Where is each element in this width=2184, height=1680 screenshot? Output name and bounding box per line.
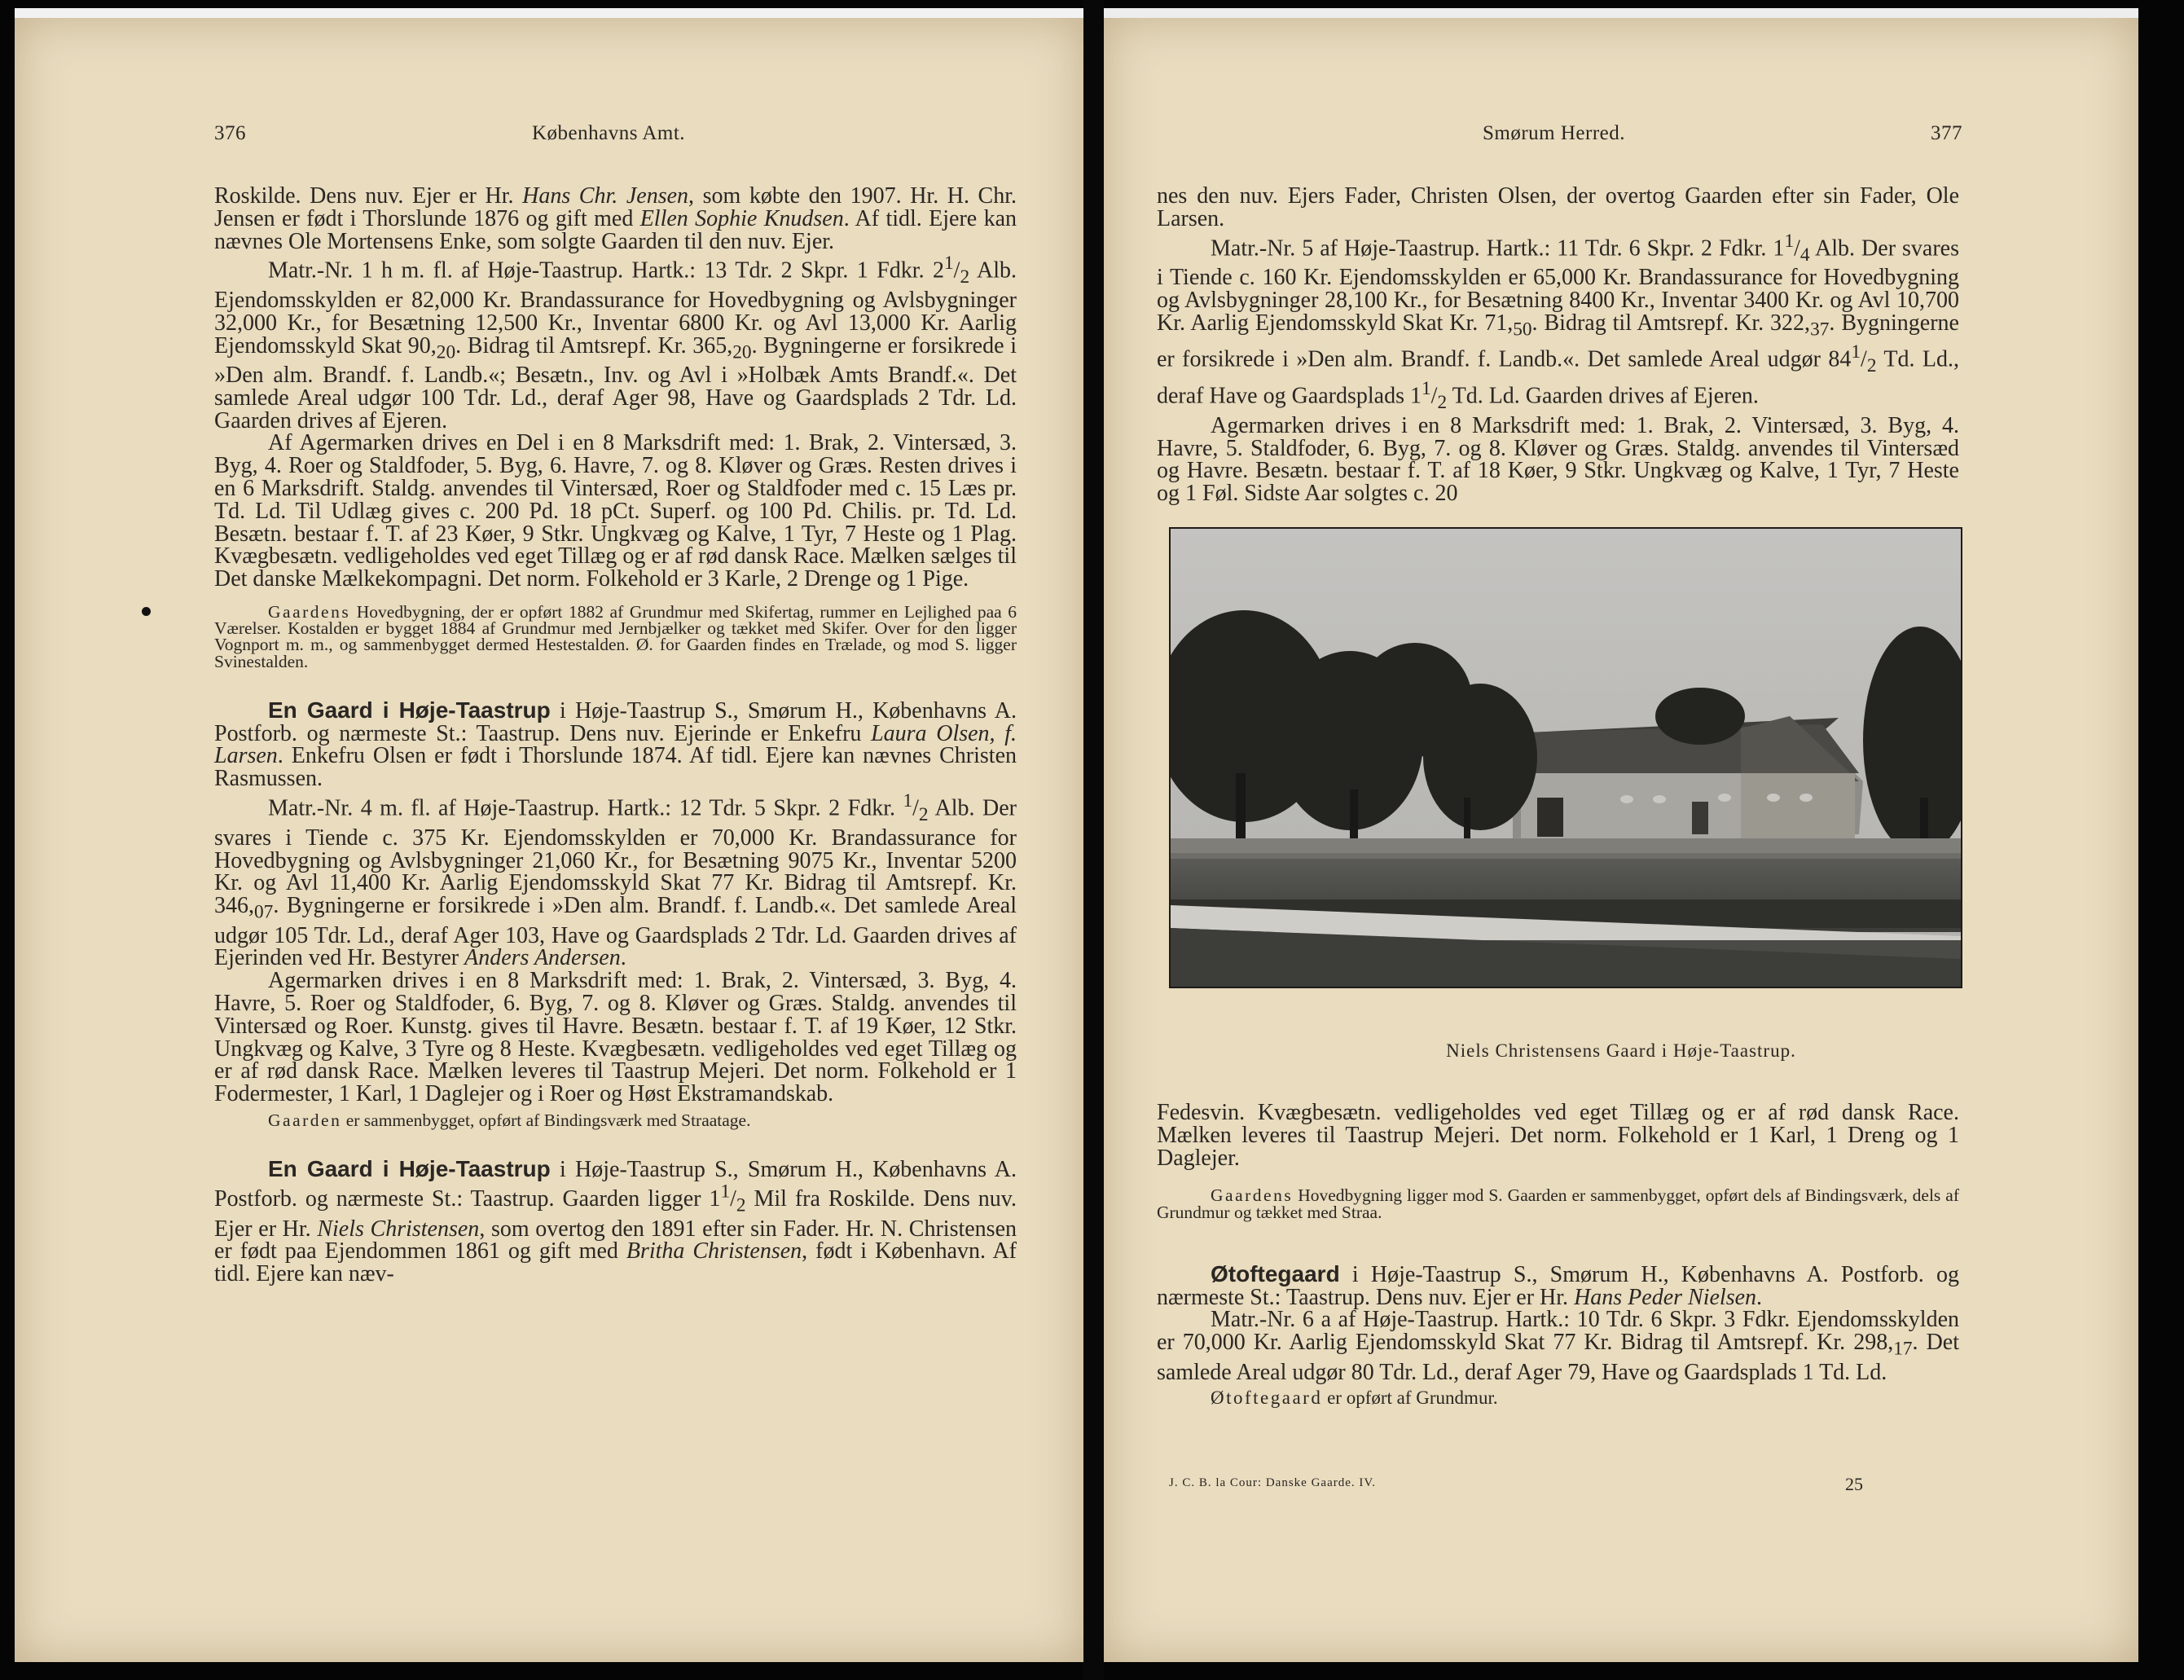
- left-page: [15, 18, 1083, 1662]
- paragraph: Roskilde. Dens nuv. Ejer er Hr. Hans Chr. Jensen, som købte den 1907. Hr. H. Chr. Jensen er født i Thorslunde 1876 og gift med Ellen Sophie Knudsen. Af tidl. Ejere kan nævnes Ole Mortensens Enke, som solgte Gaarden til den nuv. Ejer.: [214, 183, 1017, 254]
- paragraph: Matr.-Nr. 6 a af Høje-Taastrup. Hartk.: 10 Tdr. 6 Skpr. 3 Fdkr. Ejendomsskylden er 70,000 Kr. Aarlig Ejendomsskyld Skat 77 Kr. Bidrag til Amtsrepf. Kr. $298,_{17}$. Det samlede Areal udgør 80 Tdr. Ld., deraf Ager 79, Have og Gaardsplads 1 Td. Ld.: [1157, 1307, 1959, 1385]
- running-head: Smørum Herred.: [1483, 122, 1626, 144]
- scan-edge-left: [15, 8, 1083, 18]
- running-head: Københavns Amt.: [532, 122, 686, 144]
- right-text-column-top: [1157, 185, 1959, 505]
- footer-note: J. C. B. la Cour: Danske Gaarde. IV.: [1169, 1476, 1377, 1489]
- building-note: Gaardens Hovedbygning ligger mod S. Gaarden er sammenbygget, opført dels af Bindingsværk, dels af Grundmur og tækket med Straa.: [1157, 1185, 1959, 1222]
- building-note: Øtoftegaard er opført af Grundmur.: [1211, 1388, 1498, 1409]
- paragraph: Matr.-Nr. 4 m. fl. af Høje-Taastrup. Hartk.: 12 Tdr. 5 Skpr. 2 Fdkr. $^1/_2$ Alb. Der svares i Tiende c. 375 Kr. Ejendomsskylden er 70,000 Kr. Brandassurance for Hovedbygning og Avlsbygninger 21,060 Kr., for Besætning 9075 Kr., Inventar 5200 Kr. og Avl 11,400 Kr. Aarlig Ejendomsskyld Skat 77 Kr. Bidrag til Amtsrepf. Kr. $346,_{07}$. Bygningerne er forsikrede i »Den alm. Brandf. f. Landb.«. Det samlede Areal udgør 105 Tdr. Ld., deraf Ager 103, Have og Gaardsplads 2 Tdr. Ld. Gaarden drives af Ejerinden ved Hr. Bestyrer Anders Andersen.: [214, 790, 1017, 971]
- entry-title: En Gaard i Høje-Taastrup: [268, 1156, 551, 1182]
- signature-mark: 25: [1845, 1474, 1863, 1494]
- right-page: [1104, 18, 2138, 1662]
- entry-title: Øtoftegaard: [1211, 1260, 1340, 1286]
- paragraph: Matr.-Nr. 1 h m. fl. af Høje-Taastrup. Hartk.: 13 Tdr. 2 Skpr. 1 Fdkr. $2^1/_2$ Alb. Ejendomsskylden er 82,000 Kr. Brandassurance for Hovedbygning og Avlsbygninger 32,000 Kr., for Besætning 12,500 Kr., Inventar 6800 Kr. og Avl 13,000 Kr. Aarlig Ejendomsskyld Skat $90,_{20}$. Bidrag til Amtsrepf. Kr. $365,_{20}$. Bygningerne er forsikrede i »Den alm. Brandf. f. Landb.«; Besætn., Inv. og Avl i »Holbæk Amts Brandf.«. Det samlede Areal udgør 100 Tdr. Ld., deraf Ager 98, Have og Gaardsplads 2 Tdr. Ld. Gaarden drives af Ejeren.: [214, 253, 1017, 433]
- page-number: 376: [214, 122, 246, 144]
- paragraph: Agermarken drives i en 8 Marksdrift med: 1. Brak, 2. Vintersæd, 3. Byg, 4. Havre, 5. Staldfoder, 6. Byg, 7. og 8. Kløver og Græs. Staldg. anvendes til Vintersæd og Havre. Besætn. bestaar f. T. af 18 Køer, 9 Stkr. Ungkvæg og Kalve, 1 Tyr, 7 Heste og 1 Føl. Sidste Aar solgtes c. 20: [1157, 412, 1959, 507]
- scan-edge-right: [1104, 8, 2138, 18]
- page-number: 377: [1931, 122, 1962, 144]
- paragraph: Fedesvin. Kvægbesætn. vedligeholdes ved eget Tillæg og er af rød dansk Race. Mælken leveres til Taastrup Mejeri. Det norm. Folkehold er 1 Karl, 1 Dreng og 1 Daglejer.: [1157, 1100, 1959, 1171]
- paragraph: Af Agermarken drives en Del i en 8 Marksdrift med: 1. Brak, 2. Vintersæd, 3. Byg, 4. Roer og Staldfoder, 5. Byg, 6. Havre, 7. og 8. Kløver og Græs. Resten drives i en 6 Marksdrift. Staldg. anvendes til Vintersæd, Roer og Staldfoder med c. 15 Læs pr. Td. Ld. Til Udlæg gives c. 200 Pd. 18 pCt. Superf. og 100 Pd. Chilis. pr. Td. Ld. Besætn. bestaar f. T. af 23 Køer, 9 Stkr. Ungkvæg og Kalve, 1 Tyr, 7 Heste og 1 Plag. Kvægbesætn. vedligeholdes ved eget Tillæg og er af rød dansk Race. Mælken sælges til Det danske Mælkekompagni. Det norm. Folkehold er 3 Karle, 2 Drenge og 1 Pige.: [214, 430, 1017, 592]
- photo-caption: Niels Christensens Gaard i Høje-Taastrup.: [1446, 1040, 1796, 1061]
- building-note: Gaardens Hovedbygning, der er opført 1882 af Grundmur med Skifertag, rummer en Lejlighed paa 6 Værelser. Kostalden er bygget 1884 af Grundmur med Jernbjælker og tækket med Skifer. Over for den ligger Vognport m. m., og sammenbygget dermed Hestestalden. Ø. for Gaarden findes en Trælade, og mod S. ligger Svinestalden.: [214, 602, 1017, 671]
- entry-paragraph: En Gaard i Høje-Taastrup i Høje-Taastrup S., Smørum H., Københavns A. Postforb. og nærmeste St.: Taastrup. Dens nuv. Ejerinde er Enkefru Laura Olsen, f. Larsen. Enkefru Olsen er født i Thorslunde 1874. Af tidl. Ejere kan nævnes Christen Rasmussen.: [214, 697, 1017, 792]
- paragraph: Agermarken drives i en 8 Marksdrift med: 1. Brak, 2. Vintersæd, 3. Byg, 4. Havre, 5. Roer og Staldfoder, 6. Byg, 7. og 8. Kløver og Græs. Staldg. anvendes til Vintersæd og Roer. Kunstg. gives til Havre. Besætn. bestaar f. T. af 19 Køer, 12 Stkr. Ungkvæg og Kalve, 3 Tyre og 8 Heste. Kvægbesætn. vedligeholdes ved eget Tillæg og er af rød dansk Race. Mælken leveres til Taastrup Mejeri. Det norm. Folkehold er 1 Fodermester, 1 Karl, 1 Daglejer og i Roer og Høst Ekstramandskab.: [214, 968, 1017, 1107]
- paragraph: Matr.-Nr. 5 af Høje-Taastrup. Hartk.: 11 Tdr. 6 Skpr. 2 Fdkr. $1^1/_4$ Alb. Der svares i Tiende c. 160 Kr. Ejendomsskylden er 65,000 Kr. Brandassurance for Hovedbygning og Avlsbygninger 28,100 Kr., for Besætning 8400 Kr., Inventar 3400 Kr. og Avl 10,700 Kr. Aarlig Ejendomsskyld Skat Kr. $71,_{50}$. Bidrag til Amtsrepf. Kr. $322,_{37}$. Bygningerne er forsikrede i »Den alm. Brandf. f. Landb.«. Det samlede Areal udgør $84^1/_2$ Td. Ld., deraf Have og Gaardsplads $1^1/_2$ Td. Ld. Gaarden drives af Ejeren.: [1157, 230, 1960, 413]
- entry-paragraph: En Gaard i Høje-Taastrup i Høje-Taastrup S., Smørum H., Københavns A. Postforb. og nærmeste St.: Taastrup. Gaarden ligger $1^1/_2$ Mil fra Roskilde. Dens nuv. Ejer er Hr. Niels Christensen, som overtog den 1891 efter sin Fader. Hr. N. Christensen er født paa Ejendommen 1861 og gift med Britha Christensen, født i København. Af tidl. Ejere kan næv-: [214, 1156, 1017, 1287]
- building-note: Gaarden er sammenbygget, opført af Bindingsværk med Straatage.: [268, 1110, 751, 1130]
- book-gutter: [1083, 0, 1104, 1680]
- paragraph: nes den nuv. Ejers Fader, Christen Olsen, der overtog Gaarden efter sin Fader, Ole Larsen.: [1157, 183, 1959, 231]
- left-text-column: [214, 185, 1017, 1286]
- entry-paragraph: Øtoftegaard i Høje-Taastrup S., Smørum H., Københavns A. Postforb. og nærmeste St.: Taastrup. Dens nuv. Ejer er Hr. Hans Peder Nielsen.: [1157, 1260, 1959, 1310]
- margin-dot: [142, 607, 151, 616]
- right-text-column-bottom: [1157, 1102, 1959, 1407]
- entry-title: En Gaard i Høje-Taastrup: [268, 697, 551, 723]
- farm-photograph: [1169, 527, 1962, 988]
